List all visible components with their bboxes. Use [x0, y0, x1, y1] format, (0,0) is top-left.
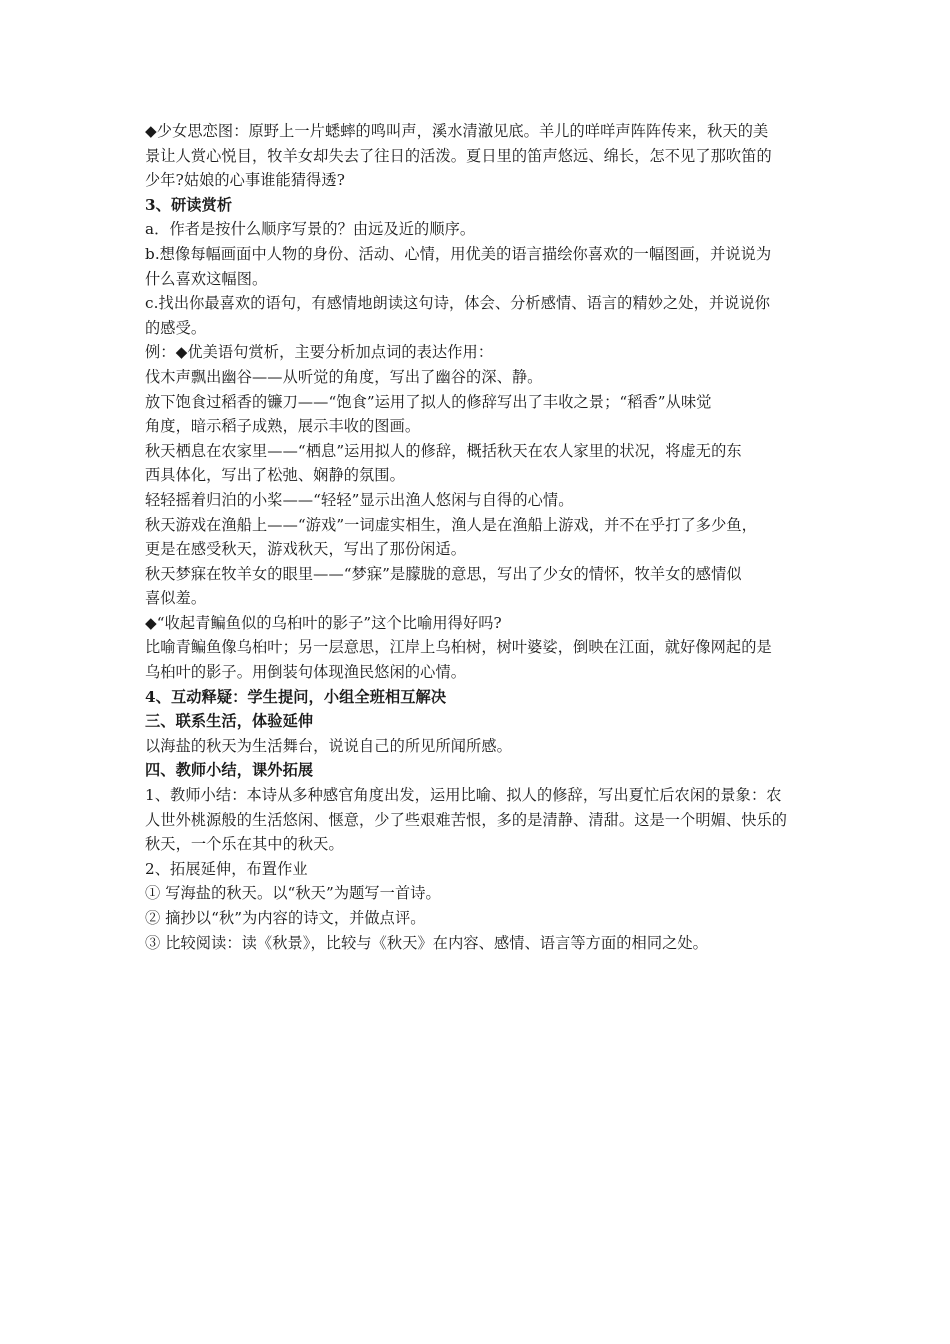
document-body	[145, 119, 813, 955]
paragraph-line: 2、拓展延伸，布置作业	[145, 859, 308, 878]
paragraph-line: 秋天游戏在渔船上——“游戏”一词虚实相生，渔人是在渔船上游戏，并不在乎打了多少鱼，	[145, 515, 757, 534]
paragraph-line: 轻轻摇着归泊的小桨——“轻轻”显示出渔人悠闲与自得的心情。	[145, 490, 574, 509]
list-item: ① 写海盐的秋天。以“秋天”为题写一首诗。	[145, 884, 441, 903]
section-heading: 四、教师小结，课外拓展	[145, 761, 314, 780]
paragraph-line: 人世外桃源般的生活悠闲、惬意，少了些艰难苦恨，多的是清静、清甜。这是一个明媚、快乐的	[145, 810, 788, 829]
paragraph-line: 1、教师小结：本诗从多种感官角度出发，运用比喻、拟人的修辞，写出夏忙后农闲的景象：农	[145, 786, 782, 805]
section-heading: 三、联系生活，体验延伸	[145, 712, 314, 731]
paragraph-line: ◆少女思恋图：原野上一片蟋蟀的鸣叫声，溪水清澈见底。羊儿的咩咩声阵阵传来，秋天的美	[145, 122, 769, 140]
paragraph-line: 秋天，一个乐在其中的秋天。	[145, 835, 344, 854]
section-heading: 3、研读赏析	[145, 195, 233, 214]
paragraph-line: 什么喜欢这幅图。	[145, 269, 268, 288]
paragraph-line: ◆“收起青鳊鱼似的乌桕叶的影子”这个比喻用得好吗?	[145, 613, 502, 632]
paragraph-line: 喜似羞。	[145, 589, 207, 608]
paragraph-line: 以海盐的秋天为生活舞台，说说自己的所见所闻所感。	[145, 736, 512, 755]
paragraph-line: 秋天梦寐在牧羊女的眼里——“梦寐”是朦胧的意思，写出了少女的情怀，牧羊女的感情似	[145, 564, 742, 583]
paragraph-line: c.找出你最喜欢的语句，有感情地朗读这句诗，体会、分析感情、语言的精妙之处，并说说你	[145, 294, 771, 313]
paragraph-line: 西具体化，写出了松弛、娴静的氛围。	[145, 466, 405, 485]
paragraph-line: 更是在感受秋天，游戏秋天，写出了那份闲适。	[145, 540, 467, 559]
paragraph-line: 乌桕叶的影子。用倒装句体现渔民悠闲的心情。	[145, 663, 467, 682]
paragraph-line: 放下饱食过稻香的镰刀——“饱食”运用了拟人的修辞写出了丰收之景；“稻香”从味觉	[145, 392, 712, 411]
list-item: ② 摘抄以“秋”为内容的诗文，并做点评。	[145, 909, 426, 927]
section-heading: 4、互动释疑：学生提问，小组全班相互解决	[145, 687, 447, 706]
paragraph-line: 的感受。	[145, 318, 207, 337]
list-item: ③ 比较阅读：读《秋景》，比较与《秋天》在内容、感情、语言等方面的相同之处。	[145, 933, 708, 952]
paragraph-line: b.想像每幅画面中人物的身份、活动、心情，用优美的语言描绘你喜欢的一幅图画，并说说为	[145, 244, 772, 263]
paragraph-line: a．作者是按什么顺序写景的？由远及近的顺序。	[145, 220, 476, 239]
paragraph-line: 例：◆优美语句赏析，主要分析加点词的表达作用：	[145, 343, 494, 362]
paragraph-line: 比喻青鳊鱼像乌桕叶；另一层意思，江岸上乌桕树，树叶婆娑，倒映在江面，就好像网起的是	[145, 638, 772, 657]
paragraph-line: 少年?姑娘的心事谁能猜得透?	[145, 171, 345, 190]
paragraph-line: 伐木声飘出幽谷——从听觉的角度，写出了幽谷的深、静。	[145, 367, 543, 386]
paragraph-line: 景让人赏心悦目，牧羊女却失去了往日的活泼。夏日里的笛声悠远、绵长，怎不见了那吹笛的	[145, 146, 772, 165]
paragraph-line: 角度，暗示稻子成熟，展示丰收的图画。	[145, 417, 421, 436]
paragraph-line: 秋天栖息在农家里——“栖息”运用拟人的修辞，概括秋天在农人家里的状况，将虚无的东	[145, 441, 742, 460]
